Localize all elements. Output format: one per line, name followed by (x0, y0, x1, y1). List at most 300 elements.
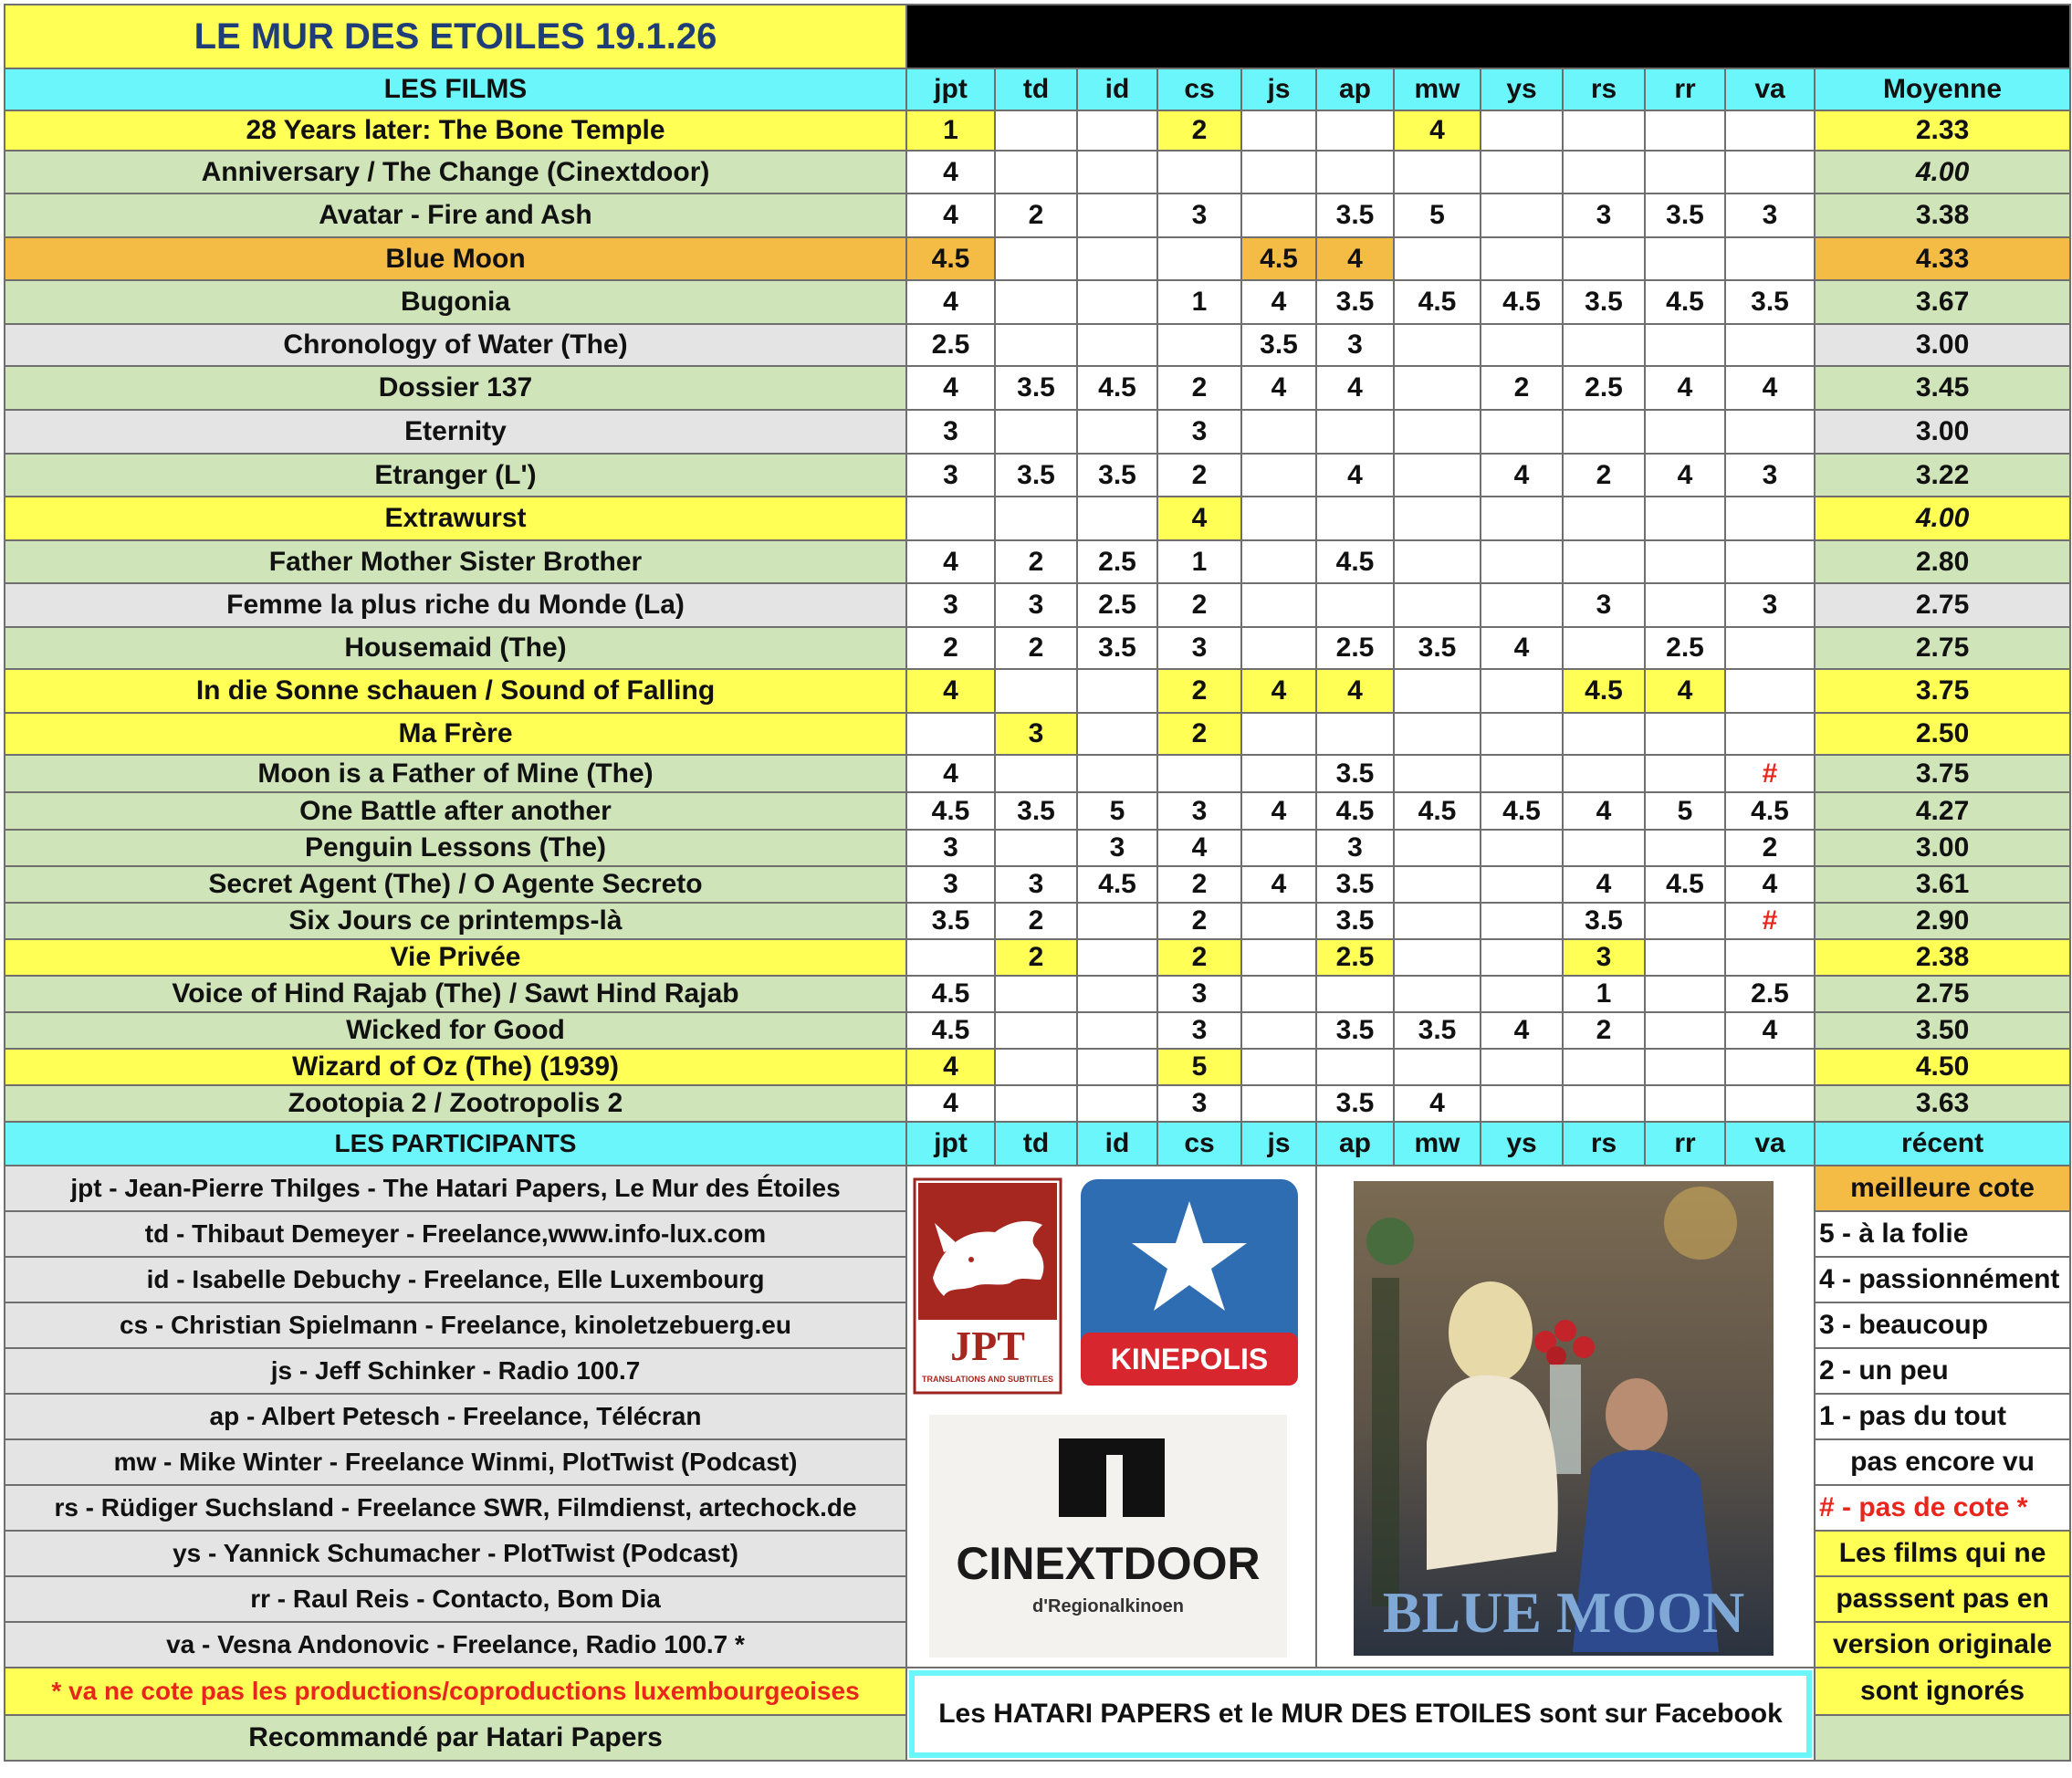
score-cell (1077, 755, 1157, 792)
score-cell (906, 713, 995, 755)
participant-entry: va - Vesna Andonovic - Freelance, Radio 100.7 * (5, 1622, 906, 1668)
score-cell (1394, 713, 1481, 755)
score-cell: 4.5 (1316, 540, 1394, 583)
legend-item: # - pas de cote * (1815, 1485, 2070, 1531)
table-row (5, 583, 2070, 627)
score-cell: 3.5 (1316, 866, 1394, 903)
score-cell: 4 (906, 151, 995, 193)
score-cell (1725, 410, 1815, 454)
film-title: Extrawurst (5, 497, 906, 540)
score-cell: 4 (1241, 669, 1316, 713)
score-cell: 3 (906, 410, 995, 454)
score-cell (1316, 1049, 1394, 1085)
film-title: Avatar - Fire and Ash (5, 193, 906, 237)
legend-item: sont ignorés (1815, 1668, 2070, 1715)
title-bar-black (906, 5, 2070, 68)
table-row (5, 540, 2070, 583)
score-cell: 2 (995, 939, 1077, 976)
table-row (5, 151, 2070, 193)
score-cell (1645, 976, 1725, 1012)
average-value: 3.67 (1815, 280, 2070, 324)
score-cell (1645, 497, 1725, 540)
score-cell (1481, 939, 1563, 976)
cinextdoor-sub: d'Regionalkinoen (1032, 1596, 1184, 1616)
score-cell (1157, 755, 1241, 792)
score-cell (1563, 324, 1645, 366)
table-row (5, 627, 2070, 669)
score-cell (1077, 1049, 1157, 1085)
score-cell: 3 (1157, 410, 1241, 454)
average-value: 3.50 (1815, 1012, 2070, 1049)
score-cell (1394, 151, 1481, 193)
table-row (5, 237, 2070, 280)
score-cell (1563, 830, 1645, 866)
score-cell: 2 (1563, 1012, 1645, 1049)
score-cell (1394, 830, 1481, 866)
participant-entry: id - Isabelle Debuchy - Freelance, Elle Luxembourg (5, 1257, 906, 1302)
average-value: 2.80 (1815, 540, 2070, 583)
critic-header-jpt: jpt (906, 68, 995, 110)
score-cell: 3 (906, 454, 995, 497)
score-cell: 2.5 (1077, 540, 1157, 583)
score-cell: 2.5 (1077, 583, 1157, 627)
score-cell: 4 (1394, 110, 1481, 151)
score-cell: 3.5 (1394, 627, 1481, 669)
score-cell (1481, 830, 1563, 866)
score-cell: 4 (1394, 1085, 1481, 1122)
participant-entry: rs - Rüdiger Suchsland - Freelance SWR, Filmdienst, artechock.de (5, 1485, 906, 1531)
average-value: 2.38 (1815, 939, 2070, 976)
score-cell (1725, 669, 1815, 713)
score-cell: 4 (906, 366, 995, 410)
score-cell (1725, 237, 1815, 280)
score-cell (1316, 713, 1394, 755)
score-cell (1645, 151, 1725, 193)
kinepolis-text: KINEPOLIS (1110, 1343, 1269, 1375)
score-cell (1077, 903, 1157, 939)
score-cell: 4.5 (1394, 280, 1481, 324)
recommended-label: Recommandé par Hatari Papers (5, 1715, 906, 1761)
legend-item: 3 - beaucoup (1815, 1302, 2070, 1348)
score-cell (1077, 151, 1157, 193)
score-cell (1563, 151, 1645, 193)
score-cell (1645, 410, 1725, 454)
score-cell (1077, 1012, 1157, 1049)
table-row (5, 324, 2070, 366)
score-cell (1481, 583, 1563, 627)
average-value: 3.63 (1815, 1085, 2070, 1122)
score-cell (1481, 324, 1563, 366)
score-cell: 4.5 (1645, 280, 1725, 324)
average-value: 3.75 (1815, 755, 2070, 792)
average-value: 3.00 (1815, 324, 2070, 366)
score-cell: 2 (995, 627, 1077, 669)
score-cell (1563, 1085, 1645, 1122)
score-cell: 4.5 (1241, 237, 1316, 280)
score-cell: 2.5 (1725, 976, 1815, 1012)
score-cell (1645, 755, 1725, 792)
score-cell (1725, 324, 1815, 366)
score-cell: 4 (1316, 669, 1394, 713)
critic-code-rr: rr (1645, 1122, 1725, 1166)
score-cell (995, 976, 1077, 1012)
score-cell (1481, 669, 1563, 713)
legend-item: pas encore vu (1815, 1439, 2070, 1485)
film-title: Penguin Lessons (The) (5, 830, 906, 866)
score-cell: 3 (906, 866, 995, 903)
cinextdoor-logo (929, 1415, 1287, 1658)
score-cell (1481, 976, 1563, 1012)
score-cell (1645, 583, 1725, 627)
score-cell (1077, 713, 1157, 755)
score-cell: 4 (1157, 497, 1241, 540)
critic-code-ap: ap (1316, 1122, 1394, 1166)
score-cell: 4.5 (1563, 669, 1645, 713)
score-cell: 3.5 (1316, 193, 1394, 237)
table-row (5, 193, 2070, 237)
film-title: Blue Moon (5, 237, 906, 280)
score-cell (1645, 324, 1725, 366)
film-title: Femme la plus riche du Monde (La) (5, 583, 906, 627)
film-title: Vie Privée (5, 939, 906, 976)
score-cell: 4 (1241, 792, 1316, 830)
score-cell (1241, 1012, 1316, 1049)
score-cell (1241, 1085, 1316, 1122)
sheet-title: LE MUR DES ETOILES 19.1.26 (5, 5, 906, 68)
critic-header-td: td (995, 68, 1077, 110)
table-row (5, 830, 2070, 866)
score-cell (1077, 939, 1157, 976)
score-cell: 3 (1157, 193, 1241, 237)
score-cell (1481, 410, 1563, 454)
score-cell: 3.5 (1241, 324, 1316, 366)
table-row (5, 497, 2070, 540)
film-title: Housemaid (The) (5, 627, 906, 669)
score-cell (1157, 324, 1241, 366)
score-cell (1645, 903, 1725, 939)
table-row (5, 939, 2070, 976)
score-cell: 2 (1157, 583, 1241, 627)
score-cell: 3 (1316, 830, 1394, 866)
legend-item: meilleure cote (1815, 1166, 2070, 1211)
score-cell (1241, 540, 1316, 583)
score-cell: 4 (1645, 669, 1725, 713)
score-cell (1394, 903, 1481, 939)
score-cell (1316, 110, 1394, 151)
score-cell: 4 (906, 540, 995, 583)
score-cell (995, 324, 1077, 366)
score-cell (1241, 1049, 1316, 1085)
participant-entry: jpt - Jean-Pierre Thilges - The Hatari Papers, Le Mur des Étoiles (5, 1166, 906, 1211)
legend-item: 2 - un peu (1815, 1348, 2070, 1394)
score-cell: 3.5 (1316, 1012, 1394, 1049)
facebook-banner-cell (906, 1668, 1815, 1761)
films-header: LES FILMS (5, 68, 906, 110)
critic-header-va: va (1725, 68, 1815, 110)
legend-item: 1 - pas du tout (1815, 1394, 2070, 1439)
score-cell (1394, 237, 1481, 280)
score-cell (1077, 237, 1157, 280)
table-row (5, 366, 2070, 410)
critic-header-js: js (1241, 68, 1316, 110)
score-cell (1241, 193, 1316, 237)
average-value: 2.75 (1815, 583, 2070, 627)
score-cell: 4 (1563, 866, 1645, 903)
score-cell: 4.5 (1077, 366, 1157, 410)
score-cell: 2 (1157, 669, 1241, 713)
score-cell: 4.5 (1394, 792, 1481, 830)
score-cell: 2 (1157, 903, 1241, 939)
film-title: Anniversary / The Change (Cinextdoor) (5, 151, 906, 193)
score-cell: 2 (1563, 454, 1645, 497)
score-cell (1241, 151, 1316, 193)
table-row (5, 1085, 2070, 1122)
score-cell (995, 755, 1077, 792)
score-cell: 4 (1316, 237, 1394, 280)
score-cell (1077, 410, 1157, 454)
film-title: In die Sonne schauen / Sound of Falling (5, 669, 906, 713)
logos-art (907, 1168, 1316, 1665)
critic-header-mw: mw (1394, 68, 1481, 110)
average-value: 3.61 (1815, 866, 2070, 903)
score-cell: 2 (1157, 939, 1241, 976)
score-cell: 4 (1241, 366, 1316, 410)
score-cell: 4 (906, 1085, 995, 1122)
score-cell (1394, 1049, 1481, 1085)
score-cell: 3 (1157, 1085, 1241, 1122)
critic-header-cs: cs (1157, 68, 1241, 110)
legend-item: 5 - à la folie (1815, 1211, 2070, 1257)
score-cell: 2.5 (1316, 939, 1394, 976)
score-cell (1563, 755, 1645, 792)
score-cell (995, 1012, 1077, 1049)
recommended-swatch (1815, 1715, 2070, 1761)
score-cell: # (1725, 903, 1815, 939)
score-cell (1316, 497, 1394, 540)
participant-entry: js - Jeff Schinker - Radio 100.7 (5, 1348, 906, 1394)
score-cell (1725, 110, 1815, 151)
score-cell (1725, 1085, 1815, 1122)
score-cell: 2 (1157, 110, 1241, 151)
score-cell: 2.5 (906, 324, 995, 366)
score-cell: 3.5 (1316, 755, 1394, 792)
critic-code-cs: cs (1157, 1122, 1241, 1166)
score-cell (1481, 713, 1563, 755)
score-cell (1394, 540, 1481, 583)
score-cell: 3 (1077, 830, 1157, 866)
score-cell: 1 (1157, 540, 1241, 583)
score-cell: 4.5 (906, 1012, 995, 1049)
score-cell (1725, 497, 1815, 540)
film-title: Moon is a Father of Mine (The) (5, 755, 906, 792)
score-cell (906, 497, 995, 540)
score-cell: 5 (1077, 792, 1157, 830)
score-cell (995, 497, 1077, 540)
score-cell: 4.5 (906, 976, 995, 1012)
table-row (5, 1049, 2070, 1085)
score-cell (1394, 976, 1481, 1012)
score-cell (1077, 324, 1157, 366)
table-row (5, 755, 2070, 792)
film-title: Wicked for Good (5, 1012, 906, 1049)
score-cell (1394, 583, 1481, 627)
average-value: 2.33 (1815, 110, 2070, 151)
average-header: Moyenne (1815, 68, 2070, 110)
average-value: 4.00 (1815, 497, 2070, 540)
jpt-logo-subtitle: TRANSLATIONS AND SUBTITLES (922, 1375, 1053, 1384)
score-cell (1394, 324, 1481, 366)
score-cell: 2.5 (1316, 627, 1394, 669)
ratings-sheet (4, 4, 2071, 1762)
score-cell (1481, 497, 1563, 540)
score-cell (1077, 280, 1157, 324)
score-cell (1157, 237, 1241, 280)
score-cell (995, 237, 1077, 280)
score-cell (1077, 669, 1157, 713)
critic-code-ys: ys (1481, 1122, 1563, 1166)
critic-code-mw: mw (1394, 1122, 1481, 1166)
score-cell: 2 (1157, 713, 1241, 755)
legend-item: passsent pas en (1815, 1576, 2070, 1622)
score-cell (1241, 497, 1316, 540)
score-cell (1481, 193, 1563, 237)
score-cell: 3 (1563, 583, 1645, 627)
score-cell: 3.5 (1563, 280, 1645, 324)
score-cell (1481, 903, 1563, 939)
score-cell: 3 (1157, 627, 1241, 669)
score-cell: 2 (906, 627, 995, 669)
score-cell (1077, 193, 1157, 237)
score-cell: 3.5 (1394, 1012, 1481, 1049)
table-row (5, 410, 2070, 454)
score-cell (1481, 110, 1563, 151)
score-cell (1563, 237, 1645, 280)
score-cell (1316, 151, 1394, 193)
table-row (5, 976, 2070, 1012)
participant-entry: cs - Christian Spielmann - Freelance, kinoletzebuerg.eu (5, 1302, 906, 1348)
score-cell: 2 (1157, 866, 1241, 903)
participant-entry: ap - Albert Petesch - Freelance, Télécran (5, 1394, 906, 1439)
score-cell: 4 (906, 193, 995, 237)
score-cell (995, 280, 1077, 324)
participant-entry: rr - Raul Reis - Contacto, Bom Dia (5, 1576, 906, 1622)
score-cell (1481, 755, 1563, 792)
score-cell (1725, 627, 1815, 669)
score-cell (1394, 866, 1481, 903)
score-cell (1241, 110, 1316, 151)
table-row (5, 454, 2070, 497)
score-cell (1394, 454, 1481, 497)
average-value: 3.00 (1815, 410, 2070, 454)
average-value: 2.50 (1815, 713, 2070, 755)
score-cell: 2 (995, 193, 1077, 237)
score-cell (1316, 410, 1394, 454)
participant-entry: mw - Mike Winter - Freelance Winmi, PlotTwist (Podcast) (5, 1439, 906, 1485)
average-value: 2.75 (1815, 627, 2070, 669)
score-cell: 4.5 (1725, 792, 1815, 830)
score-cell: 4 (906, 280, 995, 324)
score-cell (1563, 110, 1645, 151)
score-cell: 4 (1316, 454, 1394, 497)
score-cell (1563, 713, 1645, 755)
cinextdoor-text: CINEXTDOOR (956, 1538, 1261, 1589)
critic-header-rs: rs (1563, 68, 1645, 110)
score-cell: 3.5 (906, 903, 995, 939)
score-cell: 2 (1157, 454, 1241, 497)
score-cell (1645, 110, 1725, 151)
score-cell: 3.5 (1725, 280, 1815, 324)
score-cell (1241, 627, 1316, 669)
film-title: Ma Frère (5, 713, 906, 755)
critic-code-va: va (1725, 1122, 1815, 1166)
score-cell (995, 110, 1077, 151)
film-title: Voice of Hind Rajab (The) / Sawt Hind Rajab (5, 976, 906, 1012)
score-cell: 5 (1645, 792, 1725, 830)
score-cell: 5 (1157, 1049, 1241, 1085)
score-cell: 4 (1725, 866, 1815, 903)
score-cell: 1 (1157, 280, 1241, 324)
score-cell: 3 (1725, 454, 1815, 497)
table-row (5, 903, 2070, 939)
score-cell (1481, 151, 1563, 193)
score-cell: 3 (906, 583, 995, 627)
critic-header-ap: ap (1316, 68, 1394, 110)
score-cell: 4 (1645, 454, 1725, 497)
film-title: Six Jours ce printemps-là (5, 903, 906, 939)
film-title: Secret Agent (The) / O Agente Secreto (5, 866, 906, 903)
average-value: 4.27 (1815, 792, 2070, 830)
film-title: Father Mother Sister Brother (5, 540, 906, 583)
score-cell: 4.5 (1077, 866, 1157, 903)
facebook-banner[interactable]: Les HATARI PAPERS et le MUR DES ETOILES sont sur Facebook (909, 1670, 1812, 1758)
score-cell: 3 (1157, 976, 1241, 1012)
score-cell: 3 (995, 583, 1077, 627)
score-cell: 4 (1645, 366, 1725, 410)
average-value: 3.00 (1815, 830, 2070, 866)
score-cell (1645, 1085, 1725, 1122)
score-cell (1563, 410, 1645, 454)
score-cell (1394, 497, 1481, 540)
score-cell (1241, 755, 1316, 792)
score-cell: 3.5 (1645, 193, 1725, 237)
score-cell: 4 (906, 1049, 995, 1085)
score-cell: 4.5 (1481, 280, 1563, 324)
average-value: 4.50 (1815, 1049, 2070, 1085)
legend-item: 4 - passionnément (1815, 1257, 2070, 1302)
score-cell: 3.5 (1316, 1085, 1394, 1122)
average-value: 4.33 (1815, 237, 2070, 280)
film-title: One Battle after another (5, 792, 906, 830)
score-cell (1645, 1012, 1725, 1049)
score-cell: 4 (1316, 366, 1394, 410)
film-title: Dossier 137 (5, 366, 906, 410)
score-cell: 4.5 (1316, 792, 1394, 830)
score-cell (1481, 1085, 1563, 1122)
score-cell (1241, 903, 1316, 939)
film-title: Zootopia 2 / Zootropolis 2 (5, 1085, 906, 1122)
score-cell (995, 1049, 1077, 1085)
score-cell: 3.5 (1077, 627, 1157, 669)
score-cell: 3 (906, 830, 995, 866)
score-cell (1241, 410, 1316, 454)
score-cell: 4.5 (906, 792, 995, 830)
score-cell (1645, 237, 1725, 280)
average-value: 3.75 (1815, 669, 2070, 713)
score-cell: 4 (1725, 366, 1815, 410)
table-row (5, 110, 2070, 151)
score-cell (1725, 540, 1815, 583)
score-cell (1077, 110, 1157, 151)
